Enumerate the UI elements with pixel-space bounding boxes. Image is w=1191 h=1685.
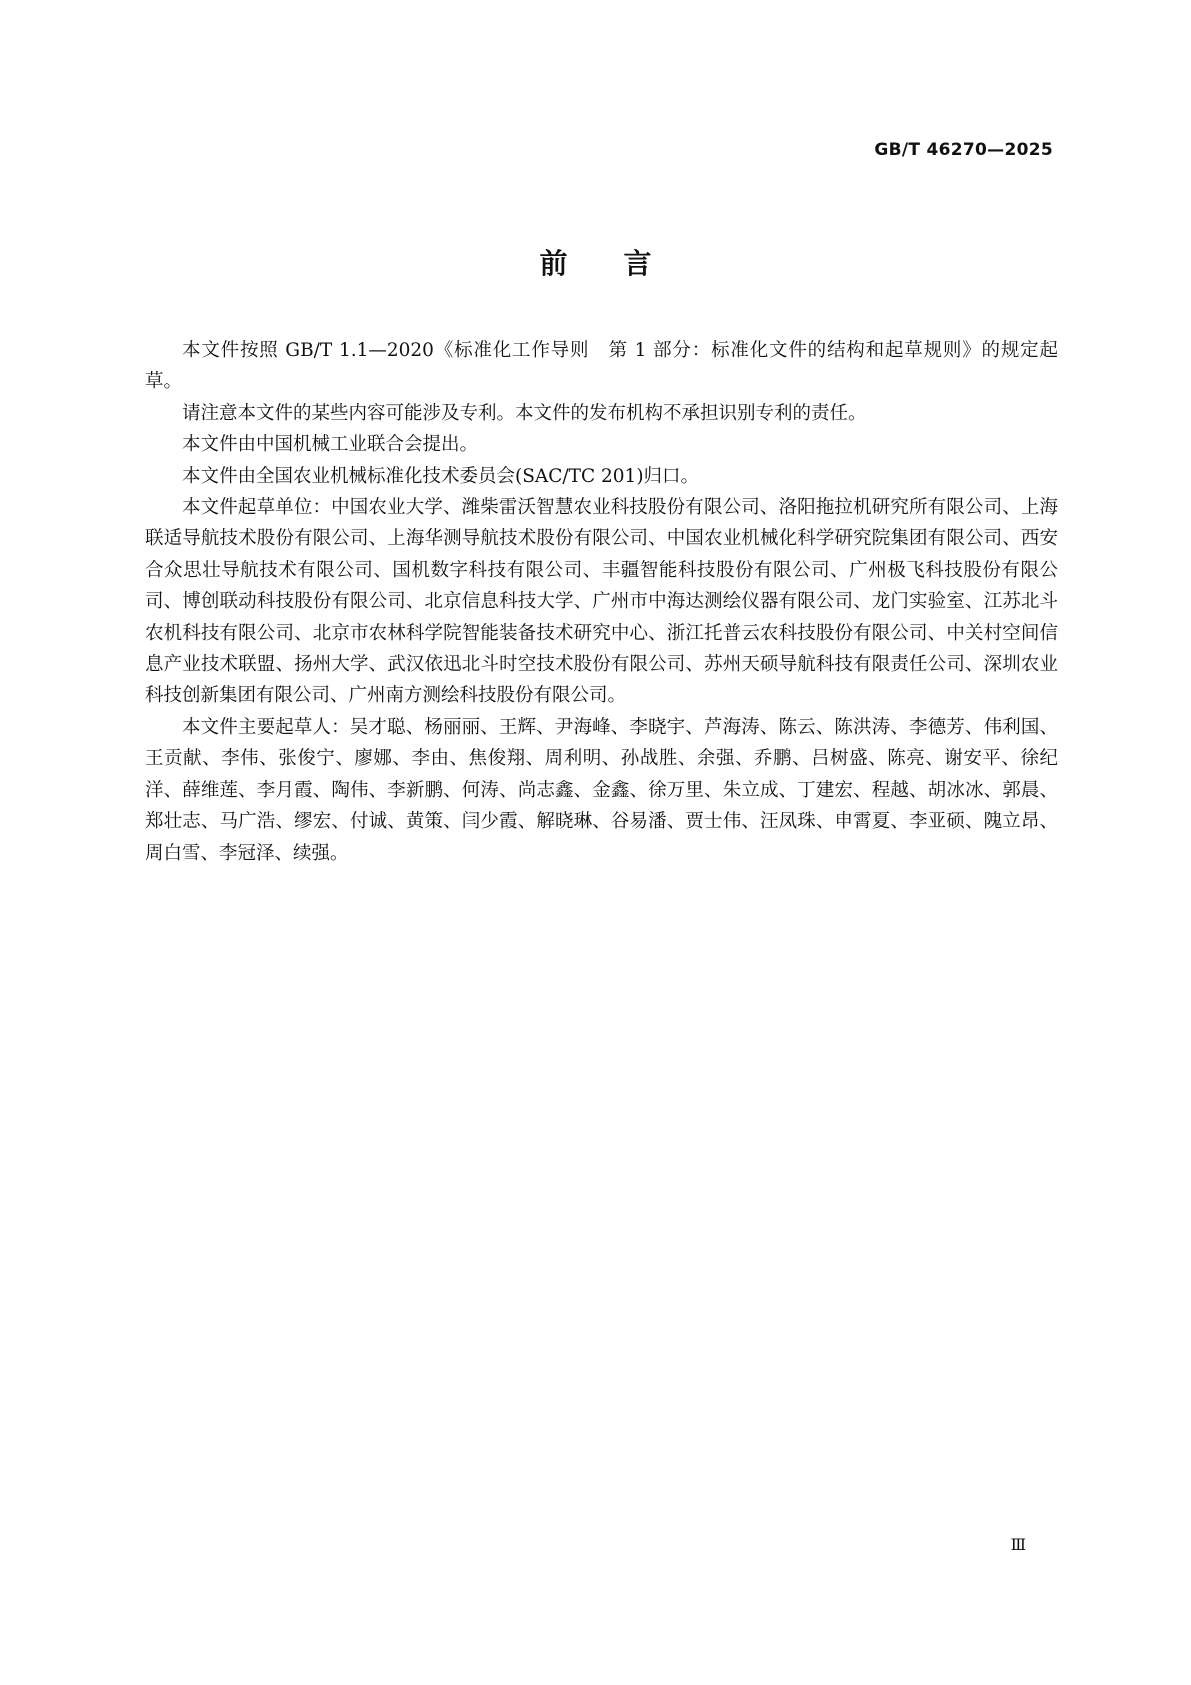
paragraph-drafters: 本文件主要起草人：吴才聪、杨丽丽、王辉、尹海峰、李晓宇、芦海涛、陈云、陈洪涛、李德芳、伟利国、王贡献、李伟、张俊宁、廖娜、李由、焦俊翔、周利明、孙战胜、余强、乔鹏、吕树盛、陈亮、谢安平、徐纪洋、薛维莲、李月霞、陶伟、李新鹏、何涛、尚志鑫、金鑫、徐万里、朱立成、丁建宏、程越、胡冰冰、郭晨、郑壮志、马广浩、缪宏、付诚、黄策、闫少霞、解晓琳、谷易潘、贾士伟、汪凤珠、申霄夏、李亚硕、隗立昂、周白雪、李冠泽、续强。 [145, 716, 1058, 864]
paragraph-committee: 本文件由全国农业机械标准化技术委员会(SAC/TC 201)归口。 [182, 465, 700, 487]
paragraph-proposer: 本文件由中国机械工业联合会提出。 [182, 434, 479, 456]
foreword-body [145, 335, 1058, 869]
paragraph-drafting-rules: 本文件按照 GB/T 1.1—2020《标准化工作导则 第 1 部分：标准化文件的结构和起草规则》的规定起草。 [145, 340, 1058, 393]
page-number: Ⅲ [1010, 1535, 1026, 1554]
paragraph-drafting-units: 本文件起草单位：中国农业大学、潍柴雷沃智慧农业科技股份有限公司、洛阳拖拉机研究所有限公司、上海联适导航技术股份有限公司、上海华测导航技术股份有限公司、中国农业机械化科学研究院集团有限公司、西安合众思壮导航技术有限公司、国机数字科技有限公司、丰疆智能科技股份有限公司、广州极飞科技股份有限公司、博创联动科技股份有限公司、北京信息科技大学、广州市中海达测绘仪器有限公司、龙门实验室、江苏北斗农机科技有限公司、北京市农林科学院智能装备技术研究中心、浙江托普云农科技股份有限公司、中关村空间信息产业技术联盟、扬州大学、武汉依迅北斗时空技术股份有限公司、苏州天硕导航科技有限责任公司、深圳农业科技创新集团有限公司、广州南方测绘科技股份有限公司。 [145, 497, 1058, 707]
standard-number: GB/T 46270—2025 [874, 140, 1053, 160]
paragraph-patent-notice: 请注意本文件的某些内容可能涉及专利。本文件的发布机构不承担识别专利的责任。 [182, 402, 867, 424]
page-title: 前言 [539, 247, 708, 280]
